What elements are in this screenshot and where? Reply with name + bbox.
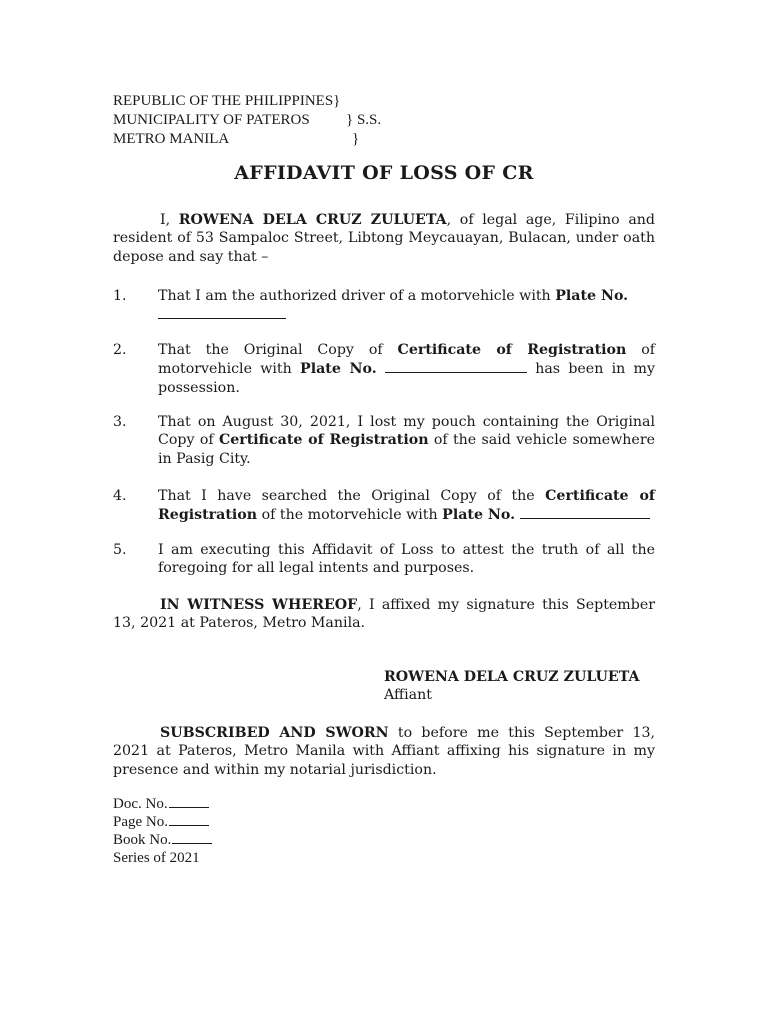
- notarial-registry: [113, 795, 212, 867]
- page-no-label: Page No.: [113, 814, 168, 830]
- item-text: of the motorvehicle with: [257, 507, 443, 524]
- venue-brace: }: [333, 93, 341, 109]
- list-item: [113, 287, 655, 325]
- venue-ss: S.S.: [356, 112, 382, 128]
- witness-text: , I affixed my signature this September 13, 2021 at Pateros, Metro Manila.: [113, 597, 656, 632]
- intro-paragraph: [113, 211, 655, 266]
- venue-metro: METRO MANILA: [113, 131, 230, 147]
- plate-no-blank: [520, 505, 650, 519]
- venue-block: [113, 92, 382, 149]
- item-text: That I am the authorized driver of a motorvehicle with: [158, 288, 556, 304]
- cr-label: Certificate of Registration: [397, 342, 627, 358]
- doc-no-label: Doc. No.: [113, 796, 168, 812]
- plate-no-label: Plate No.: [555, 288, 629, 304]
- list-item: [113, 541, 655, 578]
- item-number: 5.: [113, 542, 127, 558]
- affiant-name: ROWENA DELA CRUZ ZULUETA: [178, 212, 447, 228]
- venue-municipality: MUNICIPALITY OF PATEROS: [113, 112, 310, 128]
- jurat-heading: SUBSCRIBED AND SWORN: [160, 725, 389, 741]
- signature-name: ROWENA DELA CRUZ ZULUETA: [384, 669, 640, 685]
- witness-heading: IN WITNESS WHEREOF: [160, 597, 358, 613]
- list-item: [113, 413, 655, 468]
- book-no-blank: [172, 831, 212, 844]
- plate-no-blank: [158, 305, 286, 319]
- signature-block: [384, 668, 640, 705]
- series-label: Series of 2021: [113, 850, 200, 866]
- item-number: 4.: [113, 488, 127, 504]
- doc-no-blank: [169, 795, 209, 808]
- page-no-blank: [169, 813, 209, 826]
- item-number: 3.: [113, 414, 127, 430]
- item-number: 1.: [113, 288, 127, 304]
- venue-republic: REPUBLIC OF THE PHILIPPINES: [113, 93, 334, 109]
- witness-paragraph: [113, 596, 655, 633]
- plate-no-label: Plate No.: [300, 361, 377, 378]
- intro-i: I,: [160, 212, 179, 228]
- document-title: AFFIDAVIT OF LOSS OF CR: [234, 162, 534, 184]
- item-text: has been in my possession.: [158, 361, 655, 396]
- plate-no-label: Plate No.: [442, 507, 516, 524]
- book-no-label: Book No.: [113, 832, 172, 848]
- jurat-text: to before me this September 13, 2021 at Pateros, Metro Manila with Affiant affixing his signature in my presence and within my notarial jurisdiction.: [113, 725, 656, 778]
- item-text: That on August 30, 2021, I lost my pouch containing the Original Copy of: [158, 414, 655, 449]
- list-item: [113, 341, 655, 397]
- item-text: I am executing this Affidavit of Loss to attest the truth of all the foregoing for all legal intents and purposes.: [158, 542, 655, 577]
- item-number: 2.: [113, 342, 127, 358]
- item-text: of motorvehicle with: [158, 342, 655, 378]
- venue-brace: }: [352, 131, 360, 147]
- intro-text: , of legal age, Filipino and resident of 53 Sampaloc Street, Libtong Meycauayan, Bulacan, under oath depose and say that –: [113, 212, 655, 265]
- list-item: [113, 487, 655, 525]
- item-text: of the said vehicle somewhere in Pasig City.: [158, 432, 656, 467]
- item-text: That the Original Copy of: [158, 342, 398, 358]
- signature-role: Affiant: [384, 687, 432, 704]
- venue-brace: }: [346, 112, 354, 128]
- cr-label: Certificate of Registration: [158, 488, 656, 524]
- plate-no-blank: [385, 359, 527, 373]
- item-text: That I have searched the Original Copy of the: [158, 488, 546, 504]
- cr-label: Certificate of Registration: [218, 432, 429, 449]
- jurat-paragraph: [113, 724, 655, 779]
